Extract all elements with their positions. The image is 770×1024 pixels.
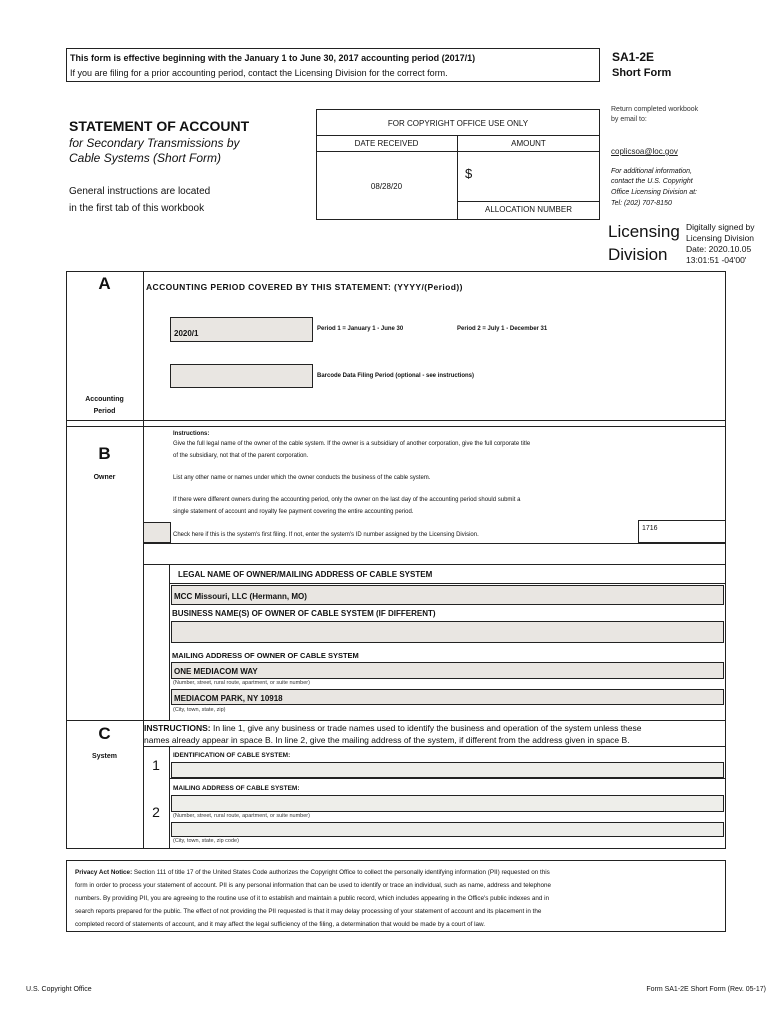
period-1-note: Period 1 = January 1 - June 30: [317, 326, 404, 332]
system-city-field[interactable]: [171, 822, 724, 837]
city-hint: (City, town, state, zip): [173, 707, 226, 713]
prior-period-line: If you are filing for a prior accounting period, contact the Licensing Division for the correct form.: [70, 68, 448, 78]
section-b-letter: B: [98, 444, 111, 463]
return-line-2: by email to:: [611, 116, 647, 123]
first-filing-text: Check here if this is the system's first filing. If not, enter the system's ID number assigned by the Licensing Division.: [173, 532, 479, 538]
general-instructions-2: in the first tab of this workbook: [69, 203, 205, 214]
accounting-period-value: 2020/1: [174, 329, 199, 338]
office-use-box: [316, 109, 600, 220]
business-names-label: BUSINESS NAME(S) OF OWNER OF CABLE SYSTEM (IF DIFFERENT): [172, 609, 436, 618]
owner-instructions-4: If there were different owners during the accounting period, only the owner on the last day of the accounting period should submit a: [173, 497, 521, 503]
signature-detail-1: Digitally signed by: [686, 222, 755, 232]
date-received-label: DATE RECEIVED: [354, 139, 419, 148]
address-hint: (Number, street, rural route, apartment, or suite number): [173, 680, 310, 686]
accounting-period-heading: ACCOUNTING PERIOD COVERED BY THIS STATEMENT: (YYYY/(Period)): [146, 282, 463, 292]
line-2-number: 2: [152, 804, 160, 820]
amount-label: AMOUNT: [511, 139, 546, 148]
barcode-period-input[interactable]: [170, 364, 313, 388]
signature-detail-2: Licensing Division: [686, 233, 755, 243]
system-instructions-bold: INSTRUCTIONS:: [144, 723, 211, 733]
telephone: Tel: (202) 707-8150: [611, 200, 672, 207]
signature-details: [686, 222, 755, 266]
city-field[interactable]: [171, 689, 724, 705]
form-code: SA1-2E: [612, 50, 655, 64]
accounting-period-input[interactable]: [170, 317, 313, 342]
additional-info-3: Office Licensing Division at:: [611, 189, 697, 196]
section-a-letter: A: [98, 274, 111, 293]
mailing-address-label: MAILING ADDRESS OF OWNER OF CABLE SYSTEM: [172, 651, 359, 660]
section-c-name: System: [92, 753, 117, 760]
address-value: ONE MEDIACOM WAY: [174, 667, 258, 676]
office-use-heading: FOR COPYRIGHT OFFICE USE ONLY: [387, 119, 529, 128]
owner-instructions-5: single statement of account and royalty fee payment covering the entire accounting period.: [173, 509, 414, 515]
line-1-number: 1: [152, 757, 160, 773]
return-line-1: Return completed workbook: [611, 106, 699, 113]
system-city-hint: (City, town, state, zip code): [173, 838, 239, 844]
privacy-line-1: Section 111 of title 17 of the United States Code authorizes the Copyright Office to collect the personally identifying information (PII) requested on this: [132, 869, 550, 876]
effective-line: This form is effective beginning with the January 1 to June 30, 2017 accounting period (2017/1): [70, 53, 476, 63]
system-address-hint: (Number, street, rural route, apartment, or suite number): [173, 813, 310, 819]
privacy-line-2: form in order to process your statement of account. PII is any personal information that can be used to identify or trace an individual, such as name, address and telephone: [75, 882, 552, 889]
system-mailing-label: MAILING ADDRESS OF CABLE SYSTEM:: [173, 785, 300, 792]
return-email-link[interactable]: coplicsoa@loc.gov: [611, 147, 678, 156]
date-received-value: 08/28/20: [370, 182, 403, 191]
privacy-line-3: numbers. By providing PII, you are agreeing to the routine use of it to establish and maintain a public record, which includes appearing in the Office's public indexes and in: [75, 895, 549, 902]
footer-right: Form SA1-2E Short Form (Rev. 05-17): [646, 986, 766, 993]
statement-subtitle-2: Cable Systems (Short Form): [69, 151, 222, 165]
owner-instructions-3: List any other name or names under which the owner conducts the business of the cable system.: [173, 475, 431, 481]
privacy-notice-box: [66, 860, 726, 932]
first-filing-checkbox[interactable]: [143, 522, 171, 543]
identification-label: IDENTIFICATION OF CABLE SYSTEM:: [173, 752, 291, 759]
owner-instructions-2: of the subsidiary, not that of the parent corporation.: [173, 453, 309, 459]
section-a-name-1: Accounting: [85, 396, 124, 403]
legal-name-field[interactable]: [171, 585, 724, 605]
effective-notice-box: [66, 48, 600, 82]
owner-instructions-label: Instructions:: [173, 431, 210, 437]
signature-detail-4: 13:01:51 -04'00': [686, 255, 747, 265]
additional-info-1: For additional information,: [611, 168, 692, 175]
statement-subtitle-1: for Secondary Transmissions by: [69, 136, 240, 150]
system-id-input[interactable]: [638, 520, 726, 543]
form-type: Short Form: [612, 67, 672, 79]
system-instructions: [144, 722, 642, 746]
additional-info-2: contact the U.S. Copyright: [611, 178, 693, 185]
statement-title: STATEMENT OF ACCOUNT: [69, 118, 250, 134]
system-address-field[interactable]: [171, 795, 724, 812]
legal-name-value: MCC Missouri, LLC (Hermann, MO): [174, 592, 307, 601]
business-names-field[interactable]: [171, 621, 724, 643]
section-a-name-2: Period: [93, 408, 116, 415]
owner-instructions-1: Give the full legal name of the owner of the cable system. If the owner is a subsidiary of another corporation, give the full corporate title: [173, 441, 531, 447]
system-instructions-text-2: names already appear in space B. In line 2, give the mailing address of the system, if different from the address given in space B.: [144, 735, 630, 745]
privacy-line-4: search reports prepared for the public. The effect of not providing the PII requested is that it may delay processing of your statement of account and its placement in the: [75, 908, 542, 915]
identification-field[interactable]: [171, 762, 724, 778]
allocation-number-label: ALLOCATION NUMBER: [485, 205, 572, 214]
period-2-note: Period 2 = July 1 - December 31: [457, 326, 548, 332]
system-id-value: 1716: [642, 525, 658, 532]
signature-name-2: Division: [608, 245, 668, 264]
system-instructions-text: In line 1, give any business or trade names used to identify the business and operation of the system unless these: [210, 723, 642, 733]
barcode-period-label: Barcode Data Filing Period (optional - see instructions): [317, 373, 475, 379]
legal-name-label: LEGAL NAME OF OWNER/MAILING ADDRESS OF CABLE SYSTEM: [178, 570, 433, 579]
section-c-letter: C: [98, 724, 111, 743]
city-value: MEDIACOM PARK, NY 10918: [174, 694, 283, 703]
signature-detail-3: Date: 2020.10.05: [686, 244, 752, 254]
general-instructions-1: General instructions are located: [69, 186, 211, 197]
footer-left: U.S. Copyright Office: [26, 986, 92, 993]
privacy-notice-bold: Privacy Act Notice:: [75, 869, 133, 876]
privacy-line-5: completed record of statements of account, and it may affect the legal sufficiency of the filing, a determination that would be made by a court of law.: [75, 921, 485, 928]
privacy-notice-text: [75, 866, 551, 931]
address-field[interactable]: [171, 662, 724, 679]
section-b-name: Owner: [93, 474, 116, 481]
dollar-sign: $: [465, 166, 473, 181]
signature-name-1: Licensing: [608, 222, 680, 241]
